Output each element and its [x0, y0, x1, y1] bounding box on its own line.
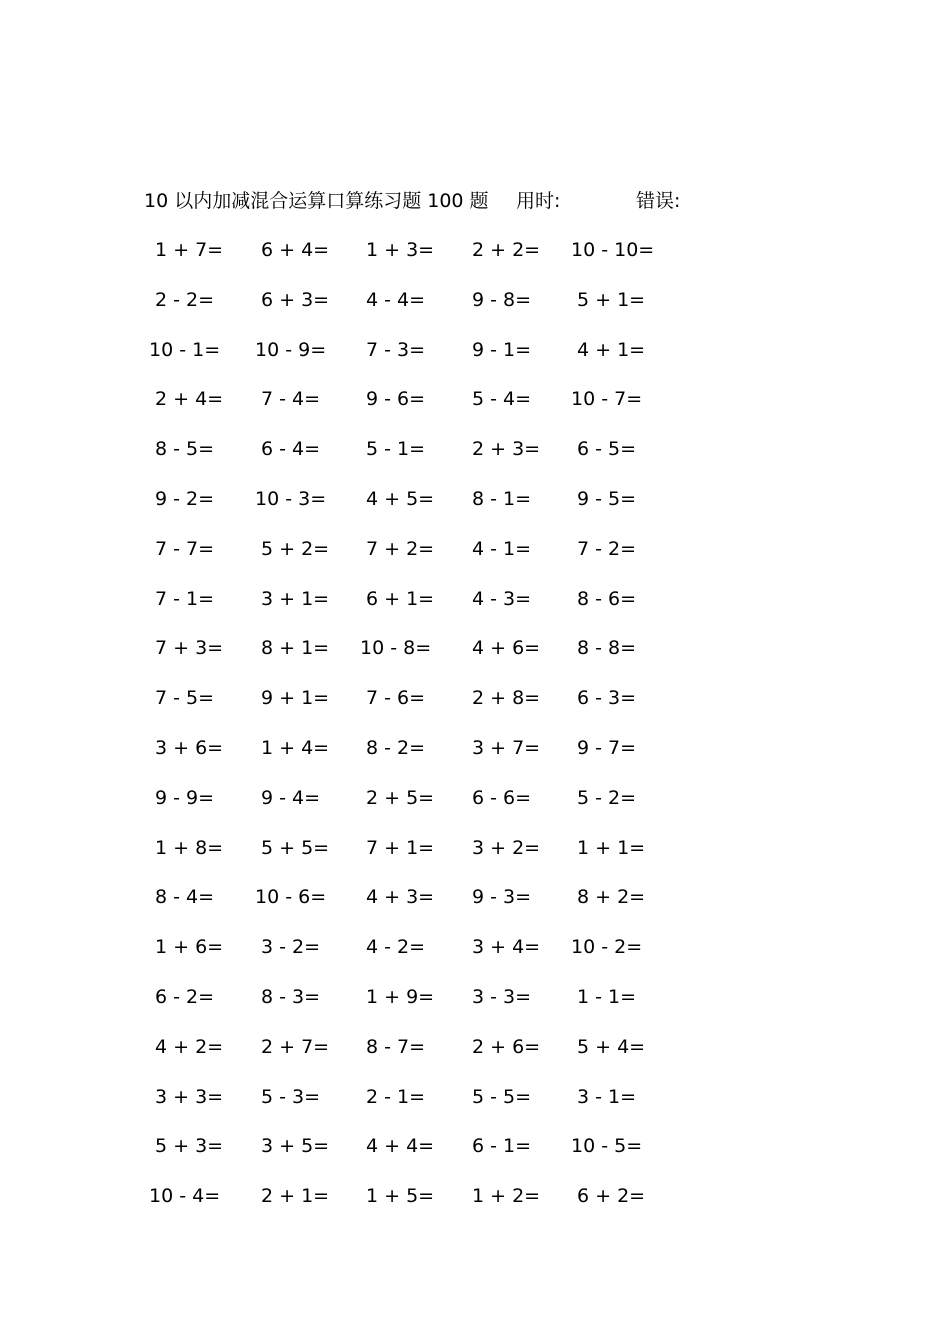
problem-cell: 4 - 2= [366, 936, 426, 959]
problem-cell: 7 - 3= [366, 338, 426, 361]
problem-cell: 3 + 1= [261, 587, 330, 610]
problem-row [0, 384, 950, 434]
problem-cell: 2 + 4= [155, 388, 224, 411]
problem-cell: 9 - 9= [155, 786, 215, 809]
problem-cell: 5 + 5= [261, 836, 330, 859]
problem-cell: 6 - 1= [472, 1135, 532, 1158]
problem-cell: 7 + 2= [366, 537, 435, 560]
problem-cell: 5 + 3= [155, 1135, 224, 1158]
problem-cell: 10 - 4= [149, 1185, 221, 1208]
problem-cell: 7 - 6= [366, 687, 426, 710]
problem-cell: 3 + 6= [155, 736, 224, 759]
problem-cell: 8 - 7= [366, 1035, 426, 1058]
problem-cell: 8 - 5= [155, 438, 215, 461]
problem-row [0, 733, 950, 783]
problem-cell: 6 - 3= [577, 687, 637, 710]
problem-cell: 6 - 4= [261, 438, 321, 461]
problem-cell: 8 + 1= [261, 637, 330, 660]
problem-cell: 4 + 2= [155, 1035, 224, 1058]
problem-cell: 1 + 5= [366, 1185, 435, 1208]
problem-cell: 3 + 3= [155, 1085, 224, 1108]
problem-cell: 3 + 5= [261, 1135, 330, 1158]
problem-cell: 5 - 3= [261, 1085, 321, 1108]
problem-cell: 5 - 4= [472, 388, 532, 411]
problem-cell: 8 - 6= [577, 587, 637, 610]
problem-cell: 10 - 10= [571, 239, 655, 261]
problem-cell: 4 + 6= [472, 637, 541, 660]
problem-cell: 7 - 2= [577, 537, 637, 560]
error-label: 错误: [636, 190, 681, 212]
problem-cell: 5 - 5= [472, 1085, 532, 1108]
problem-cell: 1 + 4= [261, 736, 330, 759]
problem-cell: 4 + 4= [366, 1135, 435, 1158]
problem-row [0, 235, 950, 285]
problem-cell: 2 + 7= [261, 1035, 330, 1058]
time-label: 用时: [516, 190, 561, 212]
problem-cell: 7 - 1= [155, 587, 215, 610]
problem-cell: 9 - 3= [472, 886, 532, 909]
problem-cell: 3 - 3= [472, 985, 532, 1008]
problem-cell: 1 + 9= [366, 985, 435, 1008]
problem-row [0, 932, 950, 982]
problem-cell: 6 + 4= [261, 239, 330, 261]
problem-cell: 4 + 1= [577, 338, 646, 361]
problem-row [0, 1082, 950, 1132]
problem-cell: 9 - 2= [155, 487, 215, 510]
problem-cell: 3 + 4= [472, 936, 541, 959]
problem-cell: 2 + 3= [472, 438, 541, 461]
problem-cell: 6 - 2= [155, 985, 215, 1008]
problem-cell: 8 - 2= [366, 736, 426, 759]
problem-cell: 10 - 9= [255, 338, 327, 361]
problem-row [0, 833, 950, 883]
problem-cell: 9 - 4= [261, 786, 321, 809]
problem-cell: 2 - 2= [155, 288, 215, 311]
problem-cell: 7 - 4= [261, 388, 321, 411]
problem-cell: 10 - 3= [255, 487, 327, 510]
problem-cell: 3 - 2= [261, 936, 321, 959]
problem-cell: 4 + 3= [366, 886, 435, 909]
problem-row [0, 1032, 950, 1082]
problem-grid [0, 235, 950, 1231]
problem-cell: 2 - 1= [366, 1085, 426, 1108]
problem-cell: 5 + 2= [261, 537, 330, 560]
problem-cell: 9 - 6= [366, 388, 426, 411]
problem-cell: 9 - 8= [472, 288, 532, 311]
problem-row [0, 1131, 950, 1181]
problem-cell: 10 - 7= [571, 388, 643, 411]
problem-cell: 9 - 5= [577, 487, 637, 510]
problem-cell: 6 - 5= [577, 438, 637, 461]
problem-cell: 8 - 3= [261, 985, 321, 1008]
problem-cell: 7 - 5= [155, 687, 215, 710]
problem-cell: 1 + 7= [155, 239, 224, 261]
problem-cell: 2 + 5= [366, 786, 435, 809]
problem-row [0, 982, 950, 1032]
problem-cell: 5 - 2= [577, 786, 637, 809]
problem-cell: 1 + 2= [472, 1185, 541, 1208]
problem-cell: 4 - 4= [366, 288, 426, 311]
problem-cell: 2 + 1= [261, 1185, 330, 1208]
problem-row [0, 882, 950, 932]
problem-row [0, 285, 950, 335]
problem-cell: 10 - 1= [149, 338, 221, 361]
problem-cell: 6 + 1= [366, 587, 435, 610]
problem-row [0, 584, 950, 634]
problem-cell: 10 - 6= [255, 886, 327, 909]
problem-row [0, 434, 950, 484]
problem-cell: 5 + 4= [577, 1035, 646, 1058]
problem-cell: 2 + 6= [472, 1035, 541, 1058]
problem-cell: 10 - 2= [571, 936, 643, 959]
problem-cell: 1 + 3= [366, 239, 435, 261]
problem-cell: 8 - 4= [155, 886, 215, 909]
problem-cell: 1 + 8= [155, 836, 224, 859]
problem-row [0, 534, 950, 584]
problem-cell: 6 + 2= [577, 1185, 646, 1208]
problem-cell: 1 + 6= [155, 936, 224, 959]
problem-cell: 8 + 2= [577, 886, 646, 909]
problem-row [0, 683, 950, 733]
problem-row [0, 335, 950, 385]
problem-cell: 2 + 2= [472, 239, 541, 261]
problem-cell: 4 - 3= [472, 587, 532, 610]
problem-cell: 4 - 1= [472, 537, 532, 560]
problem-row [0, 633, 950, 683]
problem-cell: 8 - 1= [472, 487, 532, 510]
problem-cell: 5 - 1= [366, 438, 426, 461]
problem-cell: 3 + 7= [472, 736, 541, 759]
problem-cell: 3 + 2= [472, 836, 541, 859]
problem-cell: 9 + 1= [261, 687, 330, 710]
problem-cell: 1 + 1= [577, 836, 646, 859]
worksheet-title: 10 以内加减混合运算口算练习题 100 题 [144, 190, 489, 212]
problem-cell: 1 - 1= [577, 985, 637, 1008]
problem-cell: 9 - 1= [472, 338, 532, 361]
problem-cell: 7 + 1= [366, 836, 435, 859]
problem-cell: 2 + 8= [472, 687, 541, 710]
problem-cell: 5 + 1= [577, 288, 646, 311]
problem-cell: 7 + 3= [155, 637, 224, 660]
problem-cell: 3 - 1= [577, 1085, 637, 1108]
problem-cell: 6 + 3= [261, 288, 330, 311]
problem-row [0, 484, 950, 534]
problem-cell: 8 - 8= [577, 637, 637, 660]
problem-row [0, 783, 950, 833]
problem-cell: 4 + 5= [366, 487, 435, 510]
problem-cell: 7 - 7= [155, 537, 215, 560]
problem-cell: 6 - 6= [472, 786, 532, 809]
problem-cell: 10 - 8= [360, 637, 432, 660]
problem-cell: 10 - 5= [571, 1135, 643, 1158]
problem-cell: 9 - 7= [577, 736, 637, 759]
problem-row [0, 1181, 950, 1231]
